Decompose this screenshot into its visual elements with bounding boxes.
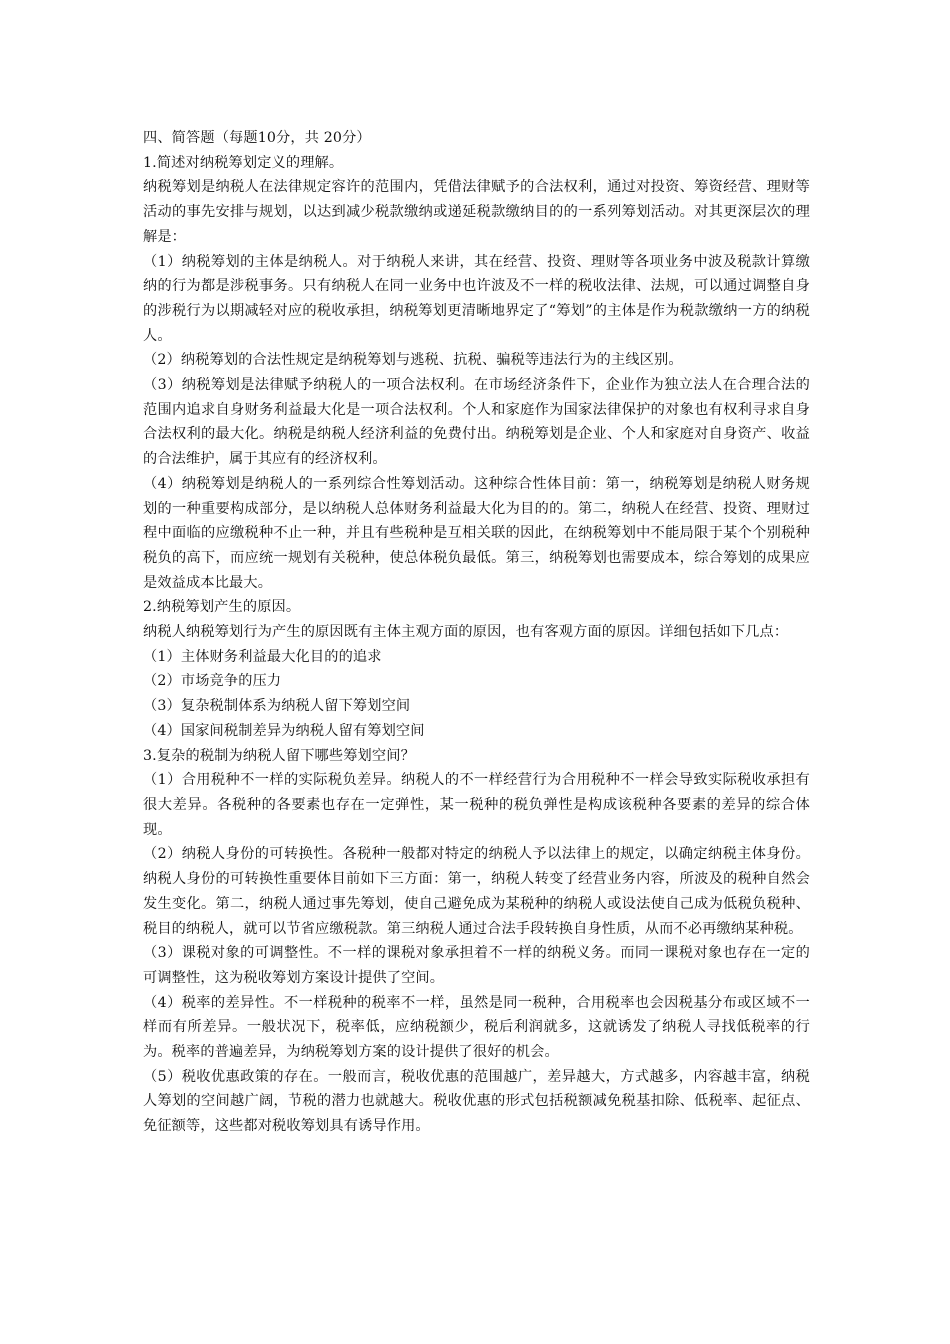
answer-paragraph: （3）纳税筹划是法律赋予纳税人的一项合法权利。在市场经济条件下，企业作为独立法人在合理合法的范围内追求自身财务利益最大化是一项合法权利。个人和家庭作为国家法律保护的对象也有权利寻求自身合法权利的最大化。纳税是纳税人经济利益的免费付出。纳税筹划是企业、个人和家庭对自身资产、收益的合法维护，属于其应有的经济权利。 xyxy=(143,377,810,468)
answer-paragraph: （2）纳税筹划的合法性规定是纳税筹划与逃税、抗税、骗税等违法行为的主线区别。 xyxy=(143,352,683,369)
answer-list-item: （3）复杂税制体系为纳税人留下筹划空间 xyxy=(143,698,411,715)
answer-paragraph: （4）税率的差异性。不一样税种的税率不一样，虽然是同一税种，合用税率也会因税基分布或区域不一样而有所差异。一般状况下，税率低，应纳税额少，税后利润就多，这就诱发了纳税人寻找低税率的行为。税率的普遍差异，为纳税筹划方案的设计提供了很好的机会。 xyxy=(143,994,810,1061)
answer-paragraph: （1）合用税种不一样的实际税负差异。纳税人的不一样经营行为合用税种不一样会导致实际税收承担有很大差异。各税种的各要素也存在一定弹性，某一税种的税负弹性是构成该税种各要素的差异的综合体现。 xyxy=(143,772,810,838)
question-1-title: 1.简述对纳税筹划定义的理解。 xyxy=(143,154,344,171)
document-body xyxy=(143,126,810,1139)
answer-paragraph: （2）纳税人身份的可转换性。各税种一般都对特定的纳税人予以法律上的规定，以确定纳税主体身份。纳税人身份的可转换性重要体目前如下三方面：第一，纳税人转变了经营业务内容，所波及的税种自然会发生变化。第二，纳税人通过事先筹划，使自己避免成为某税种的纳税人或设法使自己成为低税负税种、税目的纳税人，就可以节省应缴税款。第三纳税人通过合法手段转换自身性质，从而不必再缴纳某种税。 xyxy=(143,846,810,937)
question-3-title: 3.复杂的税制为纳税人留下哪些筹划空间？ xyxy=(143,747,415,764)
question-2-title: 2.纳税筹划产生的原因。 xyxy=(143,599,301,616)
answer-paragraph: 纳税筹划是纳税人在法律规定容许的范围内，凭借法律赋予的合法权利，通过对投资、筹资经营、理财等活动的事先安排与规划，以达到减少税款缴纳或递延税款缴纳目的的一系列筹划活动。对其更深层次的理解是： xyxy=(143,179,810,245)
answer-paragraph: 纳税人纳税筹划行为产生的原因既有主体主观方面的原因，也有客观方面的原因。详细包括如下几点： xyxy=(143,624,789,641)
answer-list-item: （1）主体财务利益最大化目的的追求 xyxy=(143,648,382,665)
answer-list-item: （4）国家间税制差异为纳税人留有筹划空间 xyxy=(143,722,425,739)
section-heading: 四、简答题（每题10分，共 20分） xyxy=(143,130,371,146)
answer-paragraph: （4）纳税筹划是纳税人的一系列综合性筹划活动。这种综合性体目前：第一，纳税筹划是纳税人财务规划的一种重要构成部分，是以纳税人总体财务利益最大化为目的的。第二，纳税人在经营、投资、理财过程中面临的应缴税种不止一种，并且有些税种是互相关联的因此，在纳税筹划中不能局限于某个个别税种税负的高下，而应统一规划有关税种，使总体税负最低。第三，纳税筹划也需要成本，综合筹划的成果应是效益成本比最大。 xyxy=(143,475,810,591)
answer-paragraph: （1）纳税筹划的主体是纳税人。对于纳税人来讲，其在经营、投资、理财等各项业务中波及税款计算缴纳的行为都是涉税事务。只有纳税人在同一业务中也许波及不一样的税收法律、法规，可以通过调整自身的涉税行为以期减轻对应的税收承担，纳税筹划更清晰地界定了“筹划”的主体是作为税款缴纳一方的纳税人。 xyxy=(143,253,810,344)
answer-paragraph: （3）课税对象的可调整性。不一样的课税对象承担着不一样的纳税义务。而同一课税对象也存在一定的可调整性，这为税收筹划方案设计提供了空间。 xyxy=(143,945,810,986)
answer-paragraph: （5）税收优惠政策的存在。一般而言，税收优惠的范围越广，差异越大，方式越多，内容越丰富，纳税人筹划的空间越广阔，节税的潜力也就越大。税收优惠的形式包括税额减免税基扣除、低税率、起征点、免征额等，这些都对税收筹划具有诱导作用。 xyxy=(143,1068,810,1135)
answer-list-item: （2）市场竞争的压力 xyxy=(143,673,282,690)
